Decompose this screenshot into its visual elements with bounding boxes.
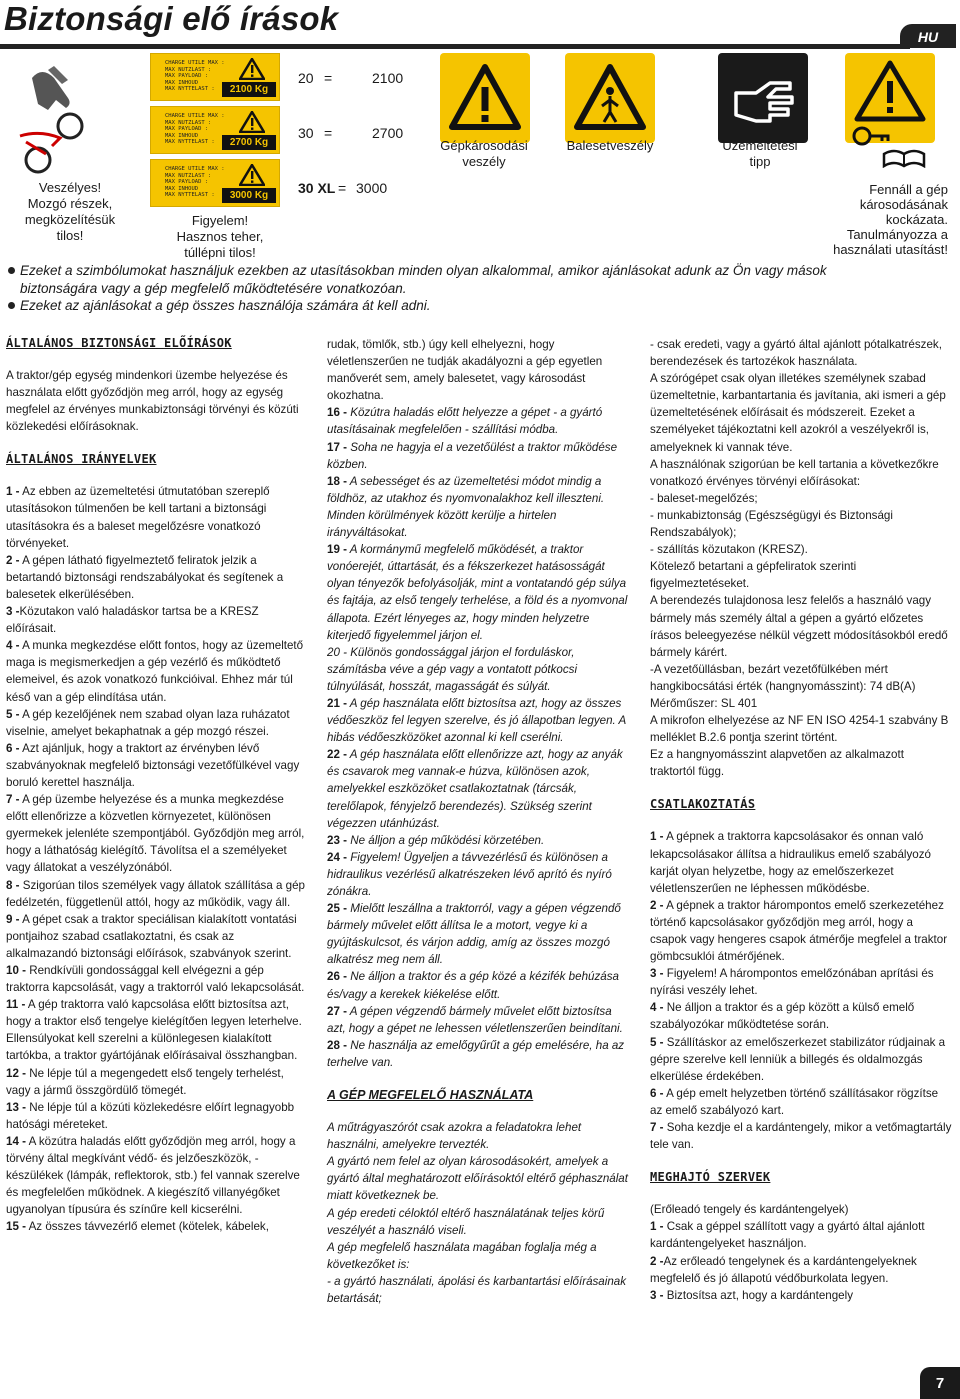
rule-item bbox=[6, 637, 308, 705]
rule-item: - szállítás közutakon (KRESZ). bbox=[650, 543, 808, 557]
item-number: 4 - bbox=[650, 1001, 664, 1015]
book-key-icon bbox=[848, 124, 934, 168]
item-text: A gép emelt helyzetben történő szállításakor rögzítse az emelő szabályozó kart. bbox=[650, 1086, 939, 1117]
rule-item bbox=[327, 1037, 629, 1071]
item-text: A munka megkezdése előtt fontos, hogy az üzemeltető maga is megismerkedjen a gép vezérlő és működtető elemeivel, és azok vonatkozó funkcióival. Ehhez már túl késő van a gép elindítása után. bbox=[6, 639, 304, 704]
item-text: (Erőleadó tengely és kardántengelyek) bbox=[650, 1203, 849, 1217]
read-manual-label: Fennáll a gép károsodásának kockázata. Tanulmányozza a használati utasítást! bbox=[833, 182, 948, 257]
rule-item bbox=[327, 832, 629, 849]
rule-item: A használónak szigorúan be kell tartania a következőkre vonatkozó érvényes törvényi előírásokat: bbox=[650, 457, 939, 488]
item-text: Mielőtt leszállna a traktorról, vagy a gépen végzendő bármely művelet előtt állítsa le a motort, vegye ki a gyújtáskulcsot, és várjon addig, amíg az összes mozgó alkatrész meg nem áll. bbox=[327, 902, 621, 967]
item-text: Az összes távvezérlő elemet (kötelek, kábelek, bbox=[25, 1220, 269, 1234]
item-text: A gépnek a traktor hárompontos emelő szerkezetéhez történő kapcsolásakor győződjön meg arról, hogy a csapok vagy hengeres csapok átmérője megfelel a traktor gömbcsuklói átmérőjének. bbox=[650, 898, 948, 964]
item-number: 2 - bbox=[650, 898, 664, 912]
item-text: Soha kezdje el a kardántengely, mikor a vetőmagtartály tele van. bbox=[650, 1121, 952, 1152]
moving-parts-danger-icon bbox=[12, 60, 92, 175]
rule-item bbox=[650, 1201, 952, 1218]
item-text: Az erőleadó tengelynek és a kardántengelyeknek megfelelő és jó állapotú védőburkolata legyen. bbox=[650, 1254, 917, 1285]
rule-item bbox=[650, 1218, 952, 1252]
rule-item bbox=[6, 996, 308, 1064]
warning-triangle-icon bbox=[239, 58, 265, 80]
item-number: 5 - bbox=[650, 1035, 664, 1049]
item-number: 8 - bbox=[6, 878, 20, 892]
rule-item bbox=[327, 849, 629, 900]
item-text: A gépen látható figyelmeztető feliratok jelzik a betartandó biztonsági rendszabályokat és segítenek a balesetek elkerülésében. bbox=[6, 553, 284, 601]
column-1 bbox=[6, 336, 308, 1236]
symbol-note: Ezeket a szimbólumokat használjuk ezekben az utasításokban minden olyan alkalommal, amikor ajánlásokat adunk az Ön vagy mások biztonságára vagy a gép megfelelő működtetésére vonatkozóan. bbox=[6, 262, 906, 297]
rule-item bbox=[650, 999, 952, 1033]
accident-danger-icon bbox=[565, 53, 655, 143]
item-number: 16 - bbox=[327, 406, 347, 420]
warning-triangle-icon bbox=[239, 111, 265, 133]
payload-stickers bbox=[150, 53, 280, 212]
page-title: Biztonsági elő írások bbox=[4, 0, 339, 37]
section-heading: A GÉP MEGFELELŐ HASZNÁLATA bbox=[327, 1088, 534, 1103]
item-number: 7 - bbox=[650, 1121, 664, 1135]
item-number: 21 - bbox=[327, 696, 347, 710]
load-row-30: 30 = 2700 bbox=[298, 125, 404, 141]
item-number: 11 - bbox=[6, 998, 26, 1012]
machine-damage-label: Gépkárosodási veszély bbox=[440, 138, 528, 169]
item-text: 20 - Különös gondossággal járjon el forduláskor, számításba véve a gép vagy a vontatott pótkocsi túlnyúlását, hosszát, magasságát és súlyát. bbox=[327, 645, 578, 693]
rule-item: - a gyártó használati, ápolási és karbantartási előírásainak betartását; bbox=[327, 1274, 627, 1305]
rule-item bbox=[650, 1119, 952, 1153]
item-number: 25 - bbox=[327, 902, 347, 916]
item-number: 24 - bbox=[327, 850, 347, 864]
item-number: 5 - bbox=[6, 707, 20, 721]
item-text: A gép használata előtt biztosítsa azt, hogy az összes védőeszköz fel legyen szerelve, és jó állapotban legyen. A hibás védőeszközöket azonnal ki kell cserélni. bbox=[327, 696, 626, 745]
rule-item bbox=[327, 473, 629, 541]
item-text: A közútra haladás előtt győződjön meg arról, hogy a törvény által megkívánt védő- és jelzőeszközök, -készülékek (lámpák, reflektorok, stb.) fel vannak szerelve és megfelelően működnek. A kiegészítő villanyégőket ugyanolyan típusúra és színűre kell kicserélni. bbox=[6, 1134, 300, 1217]
item-text: Ne álljon a gép működési körzetében. bbox=[346, 833, 545, 847]
rule-item bbox=[327, 404, 629, 438]
rule-item: Kötelező betartani a gépfeliratok szerinti figyelmeztetéseket. bbox=[650, 560, 857, 591]
rule-item bbox=[650, 828, 952, 896]
item-text: Figyelem! Ügyeljen a távvezérlésű és különösen a hidraulikus vezérlésű alkatrészeken lévő aprító és nyíró zónákra. bbox=[327, 850, 612, 898]
page-number: 7 bbox=[920, 1367, 960, 1399]
rule-item bbox=[327, 695, 629, 746]
item-number: 10 - bbox=[6, 964, 26, 977]
item-number: 28 - bbox=[327, 1038, 347, 1052]
item-text: A gép kezelőjének nem szabad olyan laza ruházatot viselnie, amelyet bekaphatnak a gép mozgó részei. bbox=[6, 707, 290, 738]
load-row-20: 20 = 2100 bbox=[298, 70, 404, 86]
item-text: Csak a géppel szállított vagy a gyártó által ajánlott kardántengelyeket használjon. bbox=[650, 1220, 925, 1251]
item-text: Közutakon való haladáskor tartsa be a KRESZ előírásait. bbox=[6, 605, 259, 636]
rule-item bbox=[6, 603, 308, 637]
rule-item bbox=[327, 439, 629, 473]
item-text: A gép üzembe helyezése és a munka megkezdése előtt ellenőrizze a közvetlen környezetet, különösen gyermekek jelenléte szempontjából. Győződjön meg arról, hogy a láthatóság kielégítő. Távolítsa el a személyeket vagy állatokat a veszélyzónából. bbox=[6, 793, 305, 875]
rule-item bbox=[650, 1287, 952, 1304]
rule-item bbox=[6, 1065, 308, 1099]
rule-item bbox=[6, 911, 308, 962]
operating-tip-icon bbox=[718, 53, 808, 143]
rule-item bbox=[327, 644, 629, 695]
item-number: 1 - bbox=[650, 830, 664, 844]
item-text: Szigorúan tilos személyek vagy állatok szállítása a gép fedélzetén, függetlenül attól, hogy az működik, vagy áll. bbox=[6, 878, 306, 909]
rule-item bbox=[650, 1085, 952, 1119]
rule-item bbox=[6, 962, 308, 996]
usage-list bbox=[327, 1119, 629, 1307]
rule-item bbox=[6, 1218, 308, 1235]
symbol-note: Ezeket az ajánlásokat a gép összes használója számára át kell adni. bbox=[6, 297, 906, 315]
item-text: Az ebben az üzemeltetési útmutatóban szereplő utasításokon túlmenően be kell tartani a biztonsági utasításokra és a baleset megelőzésre vonatkozó törvényeket. bbox=[6, 485, 270, 550]
rule-list bbox=[6, 483, 308, 1235]
rule-item bbox=[650, 1034, 952, 1085]
item-number: 2 - bbox=[650, 1254, 664, 1268]
item-text: Soha ne hagyja el a vezetőülést a traktor működése közben. bbox=[327, 440, 618, 471]
moving-parts-label: Veszélyes! Mozgó részek, megközelítésük tilos! bbox=[24, 180, 116, 243]
rule-item bbox=[327, 1003, 629, 1037]
rule-item bbox=[327, 746, 629, 831]
rule-item: -A vezetőüllásban, bezárt vezetőfülkében mért hangkibocsátási érték (hangnyomásszint): 74 dB(A) bbox=[650, 662, 916, 693]
column-3 bbox=[650, 336, 952, 1304]
item-number: 1 - bbox=[650, 1220, 664, 1234]
rule-item: A gyártó nem felel az olyan károsodásokért, amelyek a gyártó által meghatározott előírásoktól eltérő géphasználat miatt következnek be. bbox=[327, 1155, 628, 1203]
item-text: Figyelem! A hárompontos emelőzónában aprítási és nyírási veszély lehet. bbox=[650, 967, 934, 998]
column-2 bbox=[327, 336, 629, 1307]
payload-sticker-2700: CHARGE UTILE MAX : MAX NUTZLAST : MAX PAYLOAD : MAX INHOUD MAX NYTTELAST : 2700 Kg bbox=[150, 106, 280, 154]
item-number: 19 - bbox=[327, 543, 347, 557]
rule-item: Mérőműszer: SL 401 bbox=[650, 696, 758, 710]
item-text: Ne lépje túl a közúti közlekedésre előírt legnagyobb hatósági méreteket. bbox=[6, 1100, 295, 1131]
rule-item bbox=[6, 552, 308, 603]
item-text: A sebességet és az üzemeltetési módot mindig a földhöz, az utakhoz és nyomvonalakhoz kell illeszteni. Minden körülmények között kerülje a hirtelen irányváltásokat. bbox=[327, 474, 605, 540]
item-number: 3 - bbox=[650, 967, 664, 981]
item-text: Biztosítsa azt, hogy a kardántengely bbox=[663, 1288, 854, 1302]
rule-list bbox=[327, 404, 629, 1071]
rule-item: A gép megfelelő használata magában foglalja még a következőket is: bbox=[327, 1240, 597, 1271]
rule-item: - munkabiztonság (Egészségügyi és Biztonsági Rendszabályok); bbox=[650, 508, 893, 540]
item-number: 23 - bbox=[327, 833, 347, 847]
item-text: A gépen végzendő bármely művelet előtt biztosítsa azt, hogy a gépet ne lehessen véletlenszerűen beindítani. bbox=[327, 1004, 623, 1035]
item-text: A gép traktorra való kapcsolása előtt biztosítsa azt, hogy a traktor első tengelye kielégítően legyen leterhelve. Ellensúlyokat kell szerelni a különlegesen kialakított tartókba, a traktor gyártójának előírásaival összhangban. bbox=[6, 998, 302, 1063]
rule-list bbox=[650, 1201, 952, 1304]
rule-item: - csak eredeti, vagy a gyártó által ajánlott pótalkatrészek, berendezések és tartozékok használata. bbox=[650, 338, 942, 369]
item-number: 4 - bbox=[6, 639, 20, 653]
item-number: 18 - bbox=[327, 474, 347, 488]
item-number: 6 - bbox=[650, 1086, 664, 1100]
item-text: A gépnek a traktorra kapcsolásakor és onnan való lekapcsolásakor állítsa a hidraulikus emelő szabályozó karját olyan helyzetbe, hogy az emelőszerkezet véletlenszerűen ne léphessen működésbe. bbox=[650, 830, 931, 895]
usage-list bbox=[650, 336, 952, 780]
payload-sticker-2100: CHARGE UTILE MAX : MAX NUTZLAST : MAX PAYLOAD : MAX INHOUD MAX NYTTELAST : 2100 Kg bbox=[150, 53, 280, 101]
item-number: 7 - bbox=[6, 793, 20, 807]
paragraph: rudak, tömlők, stb.) úgy kell elhelyezni, hogy véletlenszerűen ne tudják akadályozni a gép egyetlen manőverét sem, amely balesetet, vagy károsodást okozhatna. bbox=[327, 338, 603, 403]
item-text: A gép használata előtt ellenőrizze azt, hogy az anyák és csavarok meg vannak-e húzva, különösen azok, amelyekkel eszközöket csatlakoztatnak (tárcsák, terelőlapok, fényjelző berendezés). Szükség szerint végezzen utánhúzást. bbox=[327, 748, 623, 830]
rule-item bbox=[327, 900, 629, 968]
section-heading: CSATLAKOZTATÁS bbox=[650, 797, 756, 812]
item-text: A kormánymű megfelelő működését, a traktor vonóerejét, úttartását, és a fékszerkezet hatásosságát olyan tényezők befolyásolják, mint a vontatandó gép súlya és fajtája, az első tengely terhelése, a föld és a nyomvonal állapota. Ezért lényeges az, hogy minden helyzetre kiterjedő figyelemmel járjon el. bbox=[327, 543, 628, 642]
item-text: Ne lépje túl a megengedett első tengely terhelést, vagy a jármű összgördülő tömegét. bbox=[6, 1066, 284, 1097]
item-number: 3 - bbox=[6, 605, 20, 619]
operating-tip-label: Üzemeltetési tipp bbox=[722, 138, 798, 169]
rule-item: Ez a hangnyomásszint alapvetően az alkalmazott traktortól függ. bbox=[650, 748, 904, 779]
item-text: Ne használja az emelőgyűrűt a gép emelésére, ha az terhelve van. bbox=[327, 1038, 625, 1069]
item-number: 13 - bbox=[6, 1100, 26, 1114]
item-text: Rendkívüli gondossággal kell elvégezni a gép traktorra kapcsolását, vagy a traktorról való lekapcsolását. bbox=[6, 964, 305, 995]
rule-item: A szórógépet csak olyan illetékes személynek szabad üzemeltetnie, karbantartania és javítania, aki ismeri a gép üzemeltetésének előírásait és módszereit. Ezeket a személyeket tájékoztatni kell azokról a veszélyekről is, amelyeknek ki vannak téve. bbox=[650, 372, 946, 454]
rule-item: A műtrágyaszórót csak azokra a feladatokra lehet használni, amelyekre tervezték. bbox=[327, 1121, 582, 1152]
item-text: Ne álljon a traktor és a gép közé a kézifék behúzása és/vagy a kerekek kiékelése előtt. bbox=[327, 970, 619, 1001]
rule-item: A berendezés tulajdonosa lesz felelős a használó vagy bármely más személy által a gépen a gyártó előzetes írásos beleegyezése nélkül végzett módosításokból eredő bármely kárért. bbox=[650, 594, 948, 659]
item-number: 26 - bbox=[327, 970, 347, 984]
item-number: 17 - bbox=[327, 440, 347, 454]
item-text: Azt ajánljuk, hogy a traktort az érvényben lévő szabványoknak megfelelő biztonsági vezetőfülkével vagy boruló kerettel használja. bbox=[6, 741, 300, 789]
rule-item bbox=[327, 541, 629, 644]
item-text: A gépet csak a traktor speciálisan kialakított vontatási pontjaihoz szabad csatlakoztatni, és csak az alkalmazandó biztonsági előírások, szabványok szerint. bbox=[6, 912, 297, 960]
rule-item: A gép eredeti céloktól eltérő használatának teljes körű veszélyét a használó viseli. bbox=[327, 1206, 605, 1237]
item-text: Közútra haladás előtt helyezze a gépet - a gyártó utasításainak megfelelően - szállítási módba. bbox=[327, 406, 603, 437]
rule-item: A mikrofon elhelyezése az NF EN ISO 4254-1 szabvány B melléklet B.2.6 pontja szerint történt. bbox=[650, 714, 949, 745]
section-heading: ÁLTALÁNOS IRÁNYELVEK bbox=[6, 452, 157, 467]
rule-item bbox=[6, 483, 308, 551]
rule-item bbox=[650, 965, 952, 999]
load-row-30xl: 30 XL = 3000 bbox=[298, 180, 388, 196]
item-number: 15 - bbox=[6, 1220, 26, 1234]
section-heading: MEGHAJTÓ SZERVEK bbox=[650, 1170, 771, 1185]
item-number: 9 - bbox=[6, 912, 20, 926]
rule-item bbox=[6, 877, 308, 911]
accident-label: Balesetveszély bbox=[566, 138, 654, 153]
item-number: 6 - bbox=[6, 741, 20, 755]
rule-item bbox=[6, 1099, 308, 1133]
rule-item bbox=[6, 740, 308, 791]
item-number: 22 - bbox=[327, 748, 347, 762]
language-badge: HU bbox=[900, 24, 956, 48]
rule-item bbox=[6, 791, 308, 876]
rule-item bbox=[6, 706, 308, 740]
rule-item bbox=[6, 1133, 308, 1218]
section-heading: ÁLTALÁNOS BIZTONSÁGI ELŐÍRÁSOK bbox=[6, 336, 232, 350]
item-text: Ne álljon a traktor és a gép között a külső emelő szabályozókar működtetése során. bbox=[650, 1001, 915, 1032]
item-number: 14 - bbox=[6, 1134, 26, 1148]
title-rule bbox=[0, 44, 910, 49]
item-number: 1 - bbox=[6, 485, 20, 499]
rule-item bbox=[650, 897, 952, 965]
item-number: 2 - bbox=[6, 553, 20, 567]
paragraph: A traktor/gép egység mindenkori üzembe helyezése és használata előtt győződjön meg arról, hogy az egység megfelel az érvényes munkabiztonsági törvényi és közúti közlekedési előírásoknak. bbox=[6, 369, 299, 434]
rule-item bbox=[327, 968, 629, 1002]
payload-label: Figyelem! Hasznos teher, túllépni tilos! bbox=[176, 213, 264, 260]
rule-item bbox=[650, 1253, 952, 1287]
item-number: 12 - bbox=[6, 1066, 26, 1080]
item-number: 27 - bbox=[327, 1004, 347, 1018]
payload-sticker-3000: CHARGE UTILE MAX : MAX NUTZLAST : MAX PAYLOAD : MAX INHOUD MAX NYTTELAST : 3000 Kg bbox=[150, 159, 280, 207]
rule-list bbox=[650, 828, 952, 1153]
item-text: Szállításkor az emelőszerkezet stabilizátor rúdjainak a gépre szerelve kell lenniük a billegés és oldalmozgás elkerülése érdekében. bbox=[650, 1035, 946, 1083]
rule-item: - baleset-megelőzés; bbox=[650, 491, 758, 505]
symbol-notes bbox=[6, 262, 906, 315]
machine-damage-icon bbox=[440, 53, 530, 143]
item-number: 3 - bbox=[650, 1288, 664, 1302]
warning-triangle-icon bbox=[239, 164, 265, 186]
